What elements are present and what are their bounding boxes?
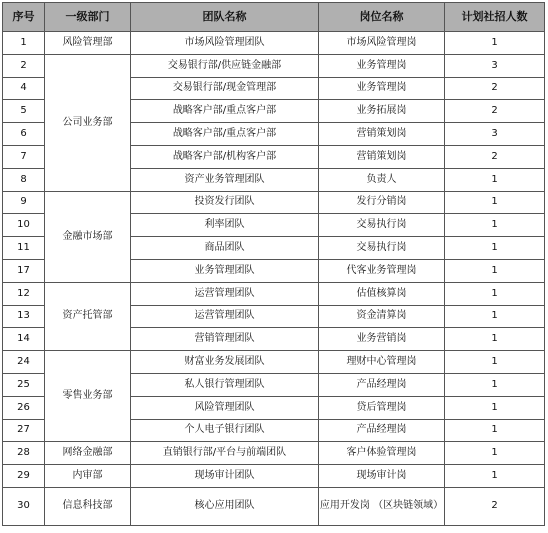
department-cell: 金融市场部 [45,191,131,282]
count-cell: 1 [445,373,545,396]
team-cell: 个人电子银行团队 [131,419,319,442]
position-cell: 业务管理岗 [319,54,445,77]
team-cell: 业务管理团队 [131,259,319,282]
serial-cell: 14 [3,328,45,351]
serial-cell: 6 [3,123,45,146]
position-cell: 估值核算岗 [319,282,445,305]
team-cell: 核心应用团队 [131,487,319,525]
position-cell: 贷后管理岗 [319,396,445,419]
count-cell: 2 [445,100,545,123]
serial-cell: 25 [3,373,45,396]
serial-cell: 17 [3,259,45,282]
table-row [3,351,545,374]
position-cell: 代客业务管理岗 [319,259,445,282]
table-row [3,487,545,525]
team-cell: 投资发行团队 [131,191,319,214]
serial-cell: 4 [3,77,45,100]
position-cell: 业务营销岗 [319,328,445,351]
serial-cell: 1 [3,32,45,55]
table-row [3,465,545,488]
team-cell: 资产业务管理团队 [131,168,319,191]
team-cell: 商品团队 [131,237,319,260]
table-row [3,191,545,214]
serial-cell: 29 [3,465,45,488]
team-cell: 现场审计团队 [131,465,319,488]
team-cell: 利率团队 [131,214,319,237]
serial-cell: 13 [3,305,45,328]
department-cell: 风险管理部 [45,32,131,55]
team-cell: 交易银行部/供应链金融部 [131,54,319,77]
header-position-name: 岗位名称 [319,3,445,32]
serial-cell: 24 [3,351,45,374]
department-cell: 资产托管部 [45,282,131,350]
team-cell: 市场风险管理团队 [131,32,319,55]
count-cell: 1 [445,191,545,214]
position-cell: 营销策划岗 [319,145,445,168]
recruitment-table [2,2,545,526]
count-cell: 3 [445,123,545,146]
serial-cell: 8 [3,168,45,191]
department-cell: 网络金融部 [45,442,131,465]
count-cell: 1 [445,419,545,442]
count-cell: 1 [445,168,545,191]
header-planned-hires: 计划社招人数 [445,3,545,32]
department-cell: 信息科技部 [45,487,131,525]
count-cell: 1 [445,237,545,260]
position-cell: 产品经理岗 [319,373,445,396]
position-cell: 发行分销岗 [319,191,445,214]
position-cell: 交易执行岗 [319,214,445,237]
position-cell: 应用开发岗 （区块链领域） [319,487,445,525]
table-row [3,442,545,465]
position-cell: 资金清算岗 [319,305,445,328]
department-cell: 内审部 [45,465,131,488]
position-cell: 业务管理岗 [319,77,445,100]
count-cell: 1 [445,282,545,305]
position-cell: 业务拓展岗 [319,100,445,123]
serial-cell: 12 [3,282,45,305]
count-cell: 2 [445,487,545,525]
table-row [3,54,545,77]
team-cell: 运营管理团队 [131,282,319,305]
team-cell: 直销银行部/平台与前端团队 [131,442,319,465]
position-cell: 营销策划岗 [319,123,445,146]
count-cell: 1 [445,32,545,55]
count-cell: 1 [445,442,545,465]
team-cell: 战略客户部/重点客户部 [131,100,319,123]
table-row [3,32,545,55]
count-cell: 1 [445,305,545,328]
team-cell: 战略客户部/重点客户部 [131,123,319,146]
serial-cell: 26 [3,396,45,419]
header-team-name: 团队名称 [131,3,319,32]
position-cell: 客户体验管理岗 [319,442,445,465]
count-cell: 3 [445,54,545,77]
header-department: 一级部门 [45,3,131,32]
serial-cell: 9 [3,191,45,214]
count-cell: 1 [445,328,545,351]
team-cell: 战略客户部/机构客户部 [131,145,319,168]
position-cell: 市场风险管理岗 [319,32,445,55]
serial-cell: 11 [3,237,45,260]
count-cell: 2 [445,77,545,100]
serial-cell: 27 [3,419,45,442]
count-cell: 1 [445,259,545,282]
serial-cell: 28 [3,442,45,465]
count-cell: 1 [445,396,545,419]
team-cell: 财富业务发展团队 [131,351,319,374]
team-cell: 风险管理团队 [131,396,319,419]
team-cell: 交易银行部/现金管理部 [131,77,319,100]
team-cell: 私人银行管理团队 [131,373,319,396]
team-cell: 营销管理团队 [131,328,319,351]
department-cell: 公司业务部 [45,54,131,191]
serial-cell: 30 [3,487,45,525]
position-cell: 交易执行岗 [319,237,445,260]
count-cell: 1 [445,465,545,488]
position-cell: 现场审计岗 [319,465,445,488]
count-cell: 1 [445,214,545,237]
position-cell: 产品经理岗 [319,419,445,442]
header-serial-number: 序号 [3,3,45,32]
count-cell: 2 [445,145,545,168]
header-row [3,3,545,32]
serial-cell: 2 [3,54,45,77]
table-row [3,282,545,305]
serial-cell: 5 [3,100,45,123]
position-cell: 负责人 [319,168,445,191]
team-cell: 运营管理团队 [131,305,319,328]
position-cell: 理财中心管理岗 [319,351,445,374]
serial-cell: 7 [3,145,45,168]
serial-cell: 10 [3,214,45,237]
count-cell: 1 [445,351,545,374]
department-cell: 零售业务部 [45,351,131,442]
